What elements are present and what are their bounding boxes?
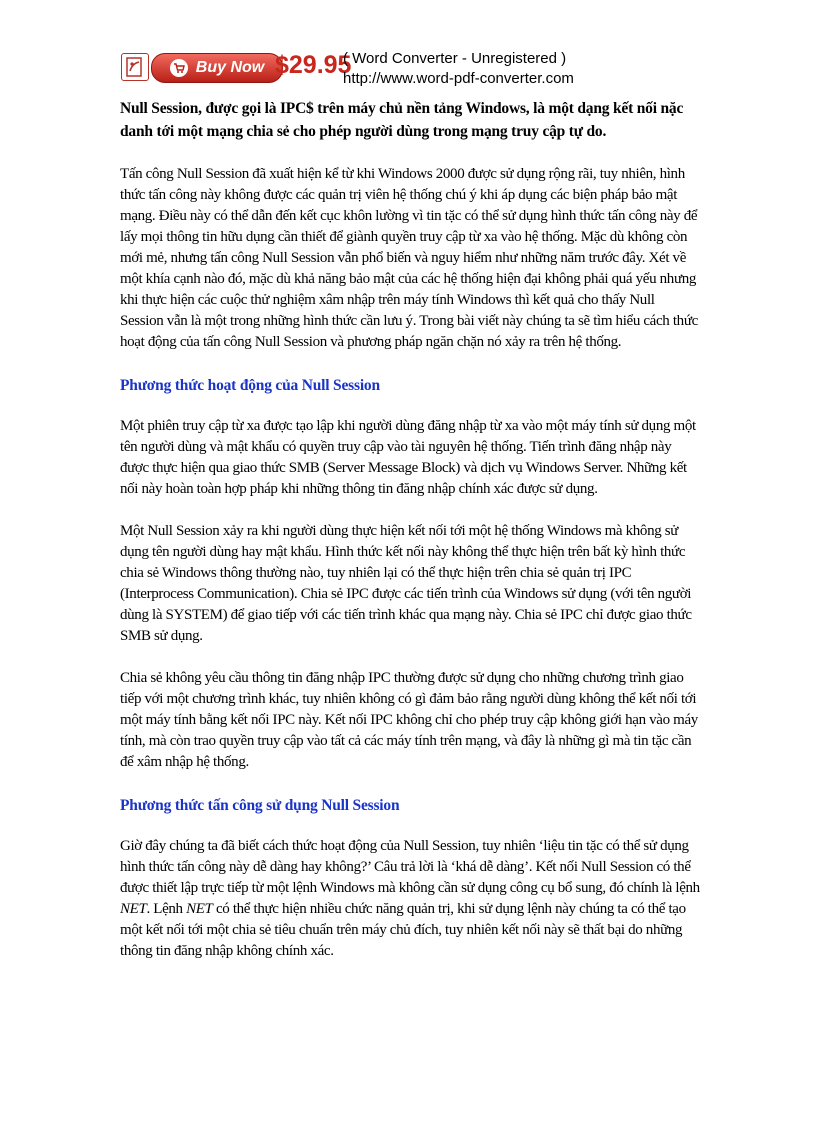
cart-icon [170,59,188,77]
section-heading-attack: Phương thức tấn công sử dụng Null Session [120,797,400,814]
buy-now-button[interactable] [151,53,283,83]
body-paragraph: Một Null Session xảy ra khi người dùng thực hiện kết nối tới một hệ thống Windows mà không sử dụng tên người dùng hay mật khẩu. Hình thức kết nối này không thể thực hiện trên bất kỳ hình thức chia sẻ Windows thông thường nào, tuy nhiên lại có thể thực hiện trên chia sẻ quản trị IPC (Interprocess Communication). Chia sẻ IPC được các tiến trình của Windows sử dụng (với tên người dùng là SYSTEM) để giao tiếp với các tiến trình khác qua mạng này. Chia sẻ IPC chỉ được giao thức SMB sử dụng. [120,523,692,644]
text-run: Giờ đây chúng ta đã biết cách thức hoạt động của Null Session, tuy nhiên ‘liệu tin tặc có thể sử dụng hình thức tấn công này dễ dàng hay không?’ Câu trả lời là ‘khá dễ dàng’. Kết nối Null Session có thể được thiết lập trực tiếp từ một lệnh Windows mà không cần sử dụng công cụ bổ sung, đó chính là lệnh [120,838,700,896]
body-paragraph: Chia sẻ không yêu cầu thông tin đăng nhập IPC thường được sử dụng cho những chương trình giao tiếp với một chương trình khác, tuy nhiên không có gì đảm bảo rằng người dùng không thể kết nối tới một máy tính bằng kết nối IPC này. Kết nối IPC không chỉ cho phép truy cập không giới hạn vào máy tính, mà còn trao quyền truy cập vào tất cả các máy tính trên mạng, và đây là những gì mà tin tặc cần để xâm nhập hệ thống. [120,670,698,770]
body-paragraph: Một phiên truy cập từ xa được tạo lập khi người dùng đăng nhập từ xa vào một máy tính sử dụng một tên người dùng và mật khẩu có quyền truy cập vào tài nguyên hệ thống. Tiến trình đăng nhập này được thực hiện qua giao thức SMB (Server Message Block) và dịch vụ Windows Server. Những kết nối này hoàn toàn hợp pháp khi những thông tin đăng nhập chính xác được sử dụng. [120,418,696,497]
body-paragraph-net-command [120,836,700,962]
price-label: $29.95 [275,51,352,79]
body-paragraph: Tấn công Null Session đã xuất hiện kể từ khi Windows 2000 được sử dụng rộng rãi, tuy nhiên, hình thức tấn công này không được các quản trị viên hệ thống chú ý khi áp dụng các biện pháp bảo mật mạng. Điều này có thể dẫn đến kết cục khôn lường vì tin tặc có thể sử dụng hình thức tấn công này để lấy mọi thông tin hữu dụng cần thiết để giành quyền truy cập từ xa vào hệ thống. Mặc dù không còn mới mẻ, nhưng tấn công Null Session vẫn phổ biến và nguy hiểm như những năm trước đây. Xét về một khía cạnh nào đó, mặc dù khả năng bảo mật của các hệ thống hiện đại không phải quá yếu nhưng khi thực hiện các cuộc thử nghiệm xâm nhập trên máy tính Windows thì kết quả cho thấy Null Session vẫn là một trong những hình thức cần lưu ý. Trong bài viết này chúng ta sẽ tìm hiểu cách thức hoạt động của tấn công Null Session và phương pháp ngăn chặn nó xảy ra trên hệ thống. [120,166,698,350]
document-logo-icon [121,53,149,81]
unregistered-notice: ( Word Converter - Unregistered ) [343,50,567,67]
text-run: . Lệnh [146,901,187,917]
section-heading-operation: Phương thức hoạt động của Null Session [120,377,380,394]
text-run: có thể thực hiện nhiều chức năng quản trị, khi sử dụng lệnh này chúng ta có thể tạo một kết nối tới một chia sẻ tiêu chuẩn trên máy chủ đích, tuy nhiên kết nối này sẽ thất bại do những thông tin đăng nhập không chính xác. [120,901,686,959]
converter-info [343,49,574,89]
intro-paragraph: Null Session, được gọi là IPC$ trên máy chủ nền tảng Windows, là một dạng kết nối nặc danh tới một mạng chia sẻ cho phép người dùng trong mạng truy cập tự do. [120,100,684,140]
net-command-term: NET [186,901,213,917]
article-body [120,97,700,962]
buy-now-label: Buy Now [195,59,265,76]
converter-url-link[interactable]: http://www.word-pdf-converter.com [343,70,574,87]
converter-banner [118,49,618,89]
net-command-term: NET [120,901,147,917]
